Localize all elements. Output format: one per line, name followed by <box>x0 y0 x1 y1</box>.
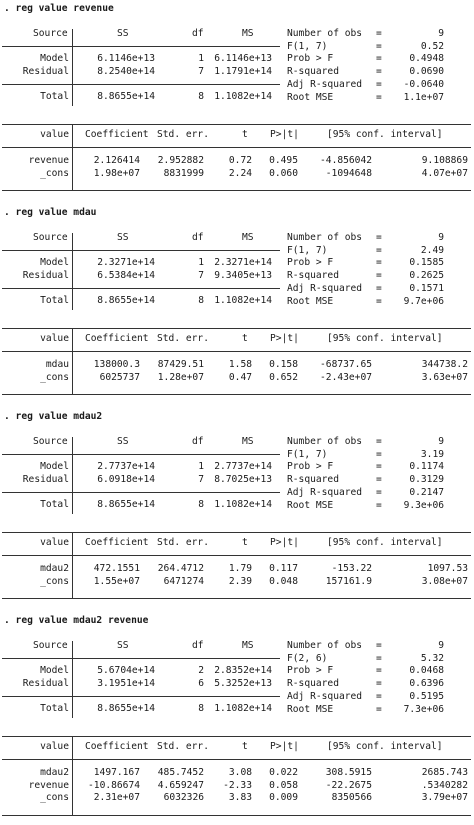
anova-row-df: 1 <box>198 461 204 472</box>
stat-value: 7.3e+06 <box>403 703 444 715</box>
anova-row-df: 1 <box>198 257 204 268</box>
table-rule <box>2 598 471 599</box>
coef-row-pvalue: 0.060 <box>269 167 298 179</box>
stat-value: 0.1585 <box>409 257 444 269</box>
stat-value: 0.1571 <box>409 282 444 294</box>
anova-row-ss: 8.8655e+14 <box>97 91 155 102</box>
stat-label: F(1, 7) <box>287 244 328 256</box>
anova-row-label: Total <box>40 703 69 714</box>
coef-row-pvalue: 0.117 <box>269 563 298 574</box>
anova-row-ms: 1.1082e+14 <box>214 91 272 102</box>
command-line: . reg value revenue <box>4 3 114 14</box>
anova-row-df: 7 <box>198 474 204 485</box>
stat-equals: = <box>376 678 382 690</box>
stat-equals: = <box>376 91 382 103</box>
anova-row-ss: 2.3271e+14 <box>97 257 155 268</box>
anova-row-ss: 3.1951e+14 <box>97 678 155 689</box>
table-divider <box>72 532 73 598</box>
anova-row-df: 7 <box>198 66 204 77</box>
coef-header-t: t <box>242 129 248 140</box>
stat-value: 0.1174 <box>409 461 444 473</box>
stat-label: Number of obs <box>287 28 363 39</box>
stat-value: 0.6396 <box>409 678 444 690</box>
stat-equals: = <box>376 295 382 307</box>
coef-row-coefficient: 2.126414 <box>93 155 140 166</box>
anova-row-df: 8 <box>198 295 204 306</box>
coef-row-label: mdau <box>45 359 69 370</box>
stat-equals: = <box>376 28 382 39</box>
coef-row-ci-high: 2685.743 <box>421 767 468 778</box>
stat-equals: = <box>376 78 382 90</box>
anova-header-source: Source <box>33 232 68 243</box>
anova-row-ss: 2.7737e+14 <box>97 461 155 472</box>
coef-header-t: t <box>242 741 248 752</box>
table-divider <box>72 736 73 815</box>
anova-row-ms: 1.1082e+14 <box>214 295 272 306</box>
stat-value: 0.3129 <box>409 474 444 486</box>
coef-row-t: -2.33 <box>223 779 252 791</box>
anova-row-ms: 8.7025e+13 <box>214 474 272 485</box>
anova-header-ms: MS <box>242 232 254 243</box>
coef-row-ci-high: 4.07e+07 <box>421 167 468 179</box>
stat-label: Adj R-squared <box>287 690 363 702</box>
stat-equals: = <box>376 640 382 651</box>
stat-label: R-squared <box>287 270 339 282</box>
coef-row-stderr: 87429.51 <box>157 359 204 370</box>
stat-value: 0.5195 <box>409 690 444 702</box>
coef-header-ci: [95% conf. interval] <box>327 129 443 140</box>
anova-header-ss: SS <box>117 436 129 447</box>
coef-header-pvalue: P>|t| <box>270 129 299 140</box>
table-rule <box>2 658 280 659</box>
coef-row-coefficient: 138000.3 <box>93 359 140 370</box>
anova-row-df: 7 <box>198 270 204 281</box>
table-rule <box>2 696 280 697</box>
coef-row-label: _cons <box>40 371 69 383</box>
anova-row-df: 6 <box>198 678 204 689</box>
anova-row-ss: 8.8655e+14 <box>97 295 155 306</box>
coef-row-ci-low: -1094648 <box>325 167 372 179</box>
stat-equals: = <box>376 244 382 256</box>
coef-row-pvalue: 0.009 <box>269 792 298 804</box>
anova-row-ms: 5.3252e+13 <box>214 678 272 689</box>
anova-row-ss: 8.8655e+14 <box>97 703 155 714</box>
stat-equals: = <box>376 652 382 664</box>
coef-row-ci-low: -2.43e+07 <box>320 371 372 383</box>
coef-row-ci-low: -68737.65 <box>320 359 372 370</box>
anova-row-label: Residual <box>22 66 69 77</box>
table-rule <box>2 454 280 455</box>
anova-row-ss: 8.8655e+14 <box>97 499 155 510</box>
stat-label: Prob > F <box>287 257 334 269</box>
anova-row-ss: 5.6704e+14 <box>97 665 155 676</box>
anova-row-ss: 8.2540e+14 <box>97 66 155 77</box>
stat-equals: = <box>376 40 382 52</box>
coef-header-stderr: Std. err. <box>157 741 209 752</box>
stat-value: 9.7e+06 <box>403 295 444 307</box>
coef-header-value: value <box>40 537 69 548</box>
stat-label: Adj R-squared <box>287 486 363 498</box>
coef-row-coefficient: 472.1551 <box>93 563 140 574</box>
stat-label: Adj R-squared <box>287 78 363 90</box>
stat-label: Number of obs <box>287 640 363 651</box>
anova-header-df: df <box>192 640 204 651</box>
coef-row-t: 0.47 <box>228 371 252 383</box>
table-divider <box>72 124 73 190</box>
coef-row-t: 1.58 <box>228 359 252 370</box>
anova-header-ss: SS <box>117 28 129 39</box>
stat-label: Root MSE <box>287 91 334 103</box>
coef-header-stderr: Std. err. <box>157 537 209 548</box>
coef-row-ci-low: -22.2675 <box>325 779 372 791</box>
anova-header-ss: SS <box>117 640 129 651</box>
table-divider <box>72 233 73 310</box>
stat-label: Root MSE <box>287 499 334 511</box>
stat-label: Prob > F <box>287 665 334 677</box>
stat-value: 0.52 <box>420 40 444 52</box>
anova-header-ms: MS <box>242 28 254 39</box>
anova-row-label: Model <box>40 53 69 64</box>
coef-header-pvalue: P>|t| <box>270 741 299 752</box>
stat-equals: = <box>376 665 382 677</box>
coef-row-ci-high: 9.108869 <box>421 155 468 166</box>
anova-row-ms: 2.7737e+14 <box>214 461 272 472</box>
coef-row-t: 1.79 <box>228 563 252 574</box>
anova-row-label: Residual <box>22 270 69 281</box>
coef-row-ci-low: 308.5915 <box>325 767 372 778</box>
coef-header-pvalue: P>|t| <box>270 537 299 548</box>
anova-header-ms: MS <box>242 436 254 447</box>
stat-value: 9.3e+06 <box>403 499 444 511</box>
coef-header-coefficient: Coefficient <box>85 129 149 140</box>
stat-equals: = <box>376 474 382 486</box>
stat-value: 2.49 <box>420 244 444 256</box>
stat-value: -0.0640 <box>403 78 444 90</box>
coef-row-pvalue: 0.048 <box>269 575 298 587</box>
command-line: . reg value mdau2 <box>4 411 103 422</box>
coef-header-t: t <box>242 537 248 548</box>
coef-row-label: mdau2 <box>40 767 69 778</box>
coef-row-t: 0.72 <box>228 155 252 166</box>
coef-row-ci-low: -153.22 <box>331 563 372 574</box>
coef-row-pvalue: 0.495 <box>269 155 298 166</box>
stat-label: F(1, 7) <box>287 40 328 52</box>
coef-header-pvalue: P>|t| <box>270 333 299 344</box>
stat-label: Root MSE <box>287 703 334 715</box>
stat-equals: = <box>376 53 382 65</box>
anova-row-df: 8 <box>198 499 204 510</box>
anova-row-ss: 6.5384e+14 <box>97 270 155 281</box>
coef-row-ci-high: 3.63e+07 <box>421 371 468 383</box>
anova-row-ms: 9.3405e+13 <box>214 270 272 281</box>
stat-equals: = <box>376 461 382 473</box>
coef-row-ci-low: 8350566 <box>331 792 372 804</box>
stat-value: 0.0468 <box>409 665 444 677</box>
anova-header-source: Source <box>33 28 68 39</box>
anova-row-label: Model <box>40 257 69 268</box>
stat-label: R-squared <box>287 66 339 78</box>
coef-row-label: _cons <box>40 792 69 804</box>
coef-row-label: mdau2 <box>40 563 69 574</box>
coef-row-ci-high: 3.08e+07 <box>421 575 468 587</box>
coef-row-label: _cons <box>40 575 69 587</box>
coef-row-label: _cons <box>40 167 69 179</box>
table-rule <box>2 492 280 493</box>
stat-value: 0.4948 <box>409 53 444 65</box>
anova-row-ss: 6.0918e+14 <box>97 474 155 485</box>
coef-header-t: t <box>242 333 248 344</box>
anova-row-label: Total <box>40 499 69 510</box>
coef-row-coefficient: 1.98e+07 <box>93 167 140 179</box>
coef-row-t: 2.39 <box>228 575 252 587</box>
anova-header-source: Source <box>33 640 68 651</box>
coef-header-value: value <box>40 741 69 752</box>
anova-header-ms: MS <box>242 640 254 651</box>
anova-row-ms: 1.1082e+14 <box>214 703 272 714</box>
coef-row-ci-high: 3.79e+07 <box>421 792 468 804</box>
anova-row-df: 2 <box>198 665 204 676</box>
anova-row-label: Total <box>40 91 69 102</box>
anova-header-df: df <box>192 232 204 243</box>
table-divider <box>72 437 73 514</box>
coef-row-ci-high: 1097.53 <box>427 563 468 574</box>
stat-value: 9 <box>438 640 444 651</box>
coef-header-stderr: Std. err. <box>157 333 209 344</box>
stat-label: F(2, 6) <box>287 652 328 664</box>
anova-row-label: Model <box>40 665 69 676</box>
coef-header-value: value <box>40 333 69 344</box>
stat-value: 1.1e+07 <box>403 91 444 103</box>
table-divider <box>72 641 73 718</box>
coef-row-stderr: 485.7452 <box>157 767 204 778</box>
coef-header-stderr: Std. err. <box>157 129 209 140</box>
stat-label: Number of obs <box>287 232 363 243</box>
stat-label: F(1, 7) <box>287 448 328 460</box>
anova-row-df: 8 <box>198 91 204 102</box>
coef-row-stderr: 1.28e+07 <box>157 371 204 383</box>
coef-row-pvalue: 0.022 <box>269 767 298 778</box>
stat-equals: = <box>376 486 382 498</box>
coef-header-coefficient: Coefficient <box>85 333 149 344</box>
coef-row-stderr: 6032326 <box>163 792 204 804</box>
coef-header-value: value <box>40 129 69 140</box>
coef-row-stderr: 8831999 <box>163 167 204 179</box>
command-line: . reg value mdau <box>4 207 97 218</box>
coef-row-t: 2.24 <box>228 167 252 179</box>
stat-label: Number of obs <box>287 436 363 447</box>
coef-row-ci-low: -4.856042 <box>320 155 372 166</box>
stat-equals: = <box>376 257 382 269</box>
coef-row-coefficient: 1.55e+07 <box>93 575 140 587</box>
coef-row-t: 3.08 <box>228 767 252 778</box>
coef-row-ci-high: 344738.2 <box>421 359 468 370</box>
stat-value: 9 <box>438 28 444 39</box>
anova-row-ss: 6.1146e+13 <box>97 53 155 64</box>
stat-equals: = <box>376 270 382 282</box>
coef-header-ci: [95% conf. interval] <box>327 537 443 548</box>
stat-equals: = <box>376 448 382 460</box>
stat-equals: = <box>376 499 382 511</box>
stat-label: R-squared <box>287 678 339 690</box>
coef-row-coefficient: 1497.167 <box>93 767 140 778</box>
stat-equals: = <box>376 282 382 294</box>
stat-equals: = <box>376 66 382 78</box>
stat-value: 0.0690 <box>409 66 444 78</box>
anova-row-label: Residual <box>22 474 69 485</box>
anova-row-ms: 2.8352e+14 <box>214 665 272 676</box>
coef-header-ci: [95% conf. interval] <box>327 333 443 344</box>
coef-row-pvalue: 0.058 <box>269 779 298 791</box>
command-line: . reg value mdau2 revenue <box>4 615 149 626</box>
stat-equals: = <box>376 436 382 447</box>
stat-value: 5.32 <box>420 652 444 664</box>
table-divider <box>72 328 73 394</box>
anova-row-df: 1 <box>198 53 204 64</box>
anova-header-df: df <box>192 436 204 447</box>
table-rule <box>2 46 280 47</box>
anova-header-ss: SS <box>117 232 129 243</box>
stat-value: 0.2147 <box>409 486 444 498</box>
table-rule <box>2 84 280 85</box>
anova-header-source: Source <box>33 436 68 447</box>
coef-row-pvalue: 0.158 <box>269 359 298 370</box>
stat-label: Root MSE <box>287 295 334 307</box>
stat-label: Prob > F <box>287 461 334 473</box>
table-rule <box>2 394 471 395</box>
anova-row-ms: 6.1146e+13 <box>214 53 272 64</box>
stat-value: 0.2625 <box>409 270 444 282</box>
anova-row-label: Model <box>40 461 69 472</box>
coef-row-coefficient: -10.86674 <box>88 779 140 791</box>
anova-row-df: 8 <box>198 703 204 714</box>
coef-row-stderr: 264.4712 <box>157 563 204 574</box>
coef-row-ci-high: .5340282 <box>421 779 468 791</box>
stat-label: R-squared <box>287 474 339 486</box>
coef-row-stderr: 2.952882 <box>157 155 204 166</box>
anova-row-ms: 1.1082e+14 <box>214 499 272 510</box>
coef-row-coefficient: 6025737 <box>99 371 140 383</box>
table-divider <box>72 29 73 106</box>
coef-row-coefficient: 2.31e+07 <box>93 792 140 804</box>
stat-equals: = <box>376 703 382 715</box>
coef-header-coefficient: Coefficient <box>85 741 149 752</box>
anova-row-ms: 2.3271e+14 <box>214 257 272 268</box>
stat-label: Prob > F <box>287 53 334 65</box>
coef-row-stderr: 6471274 <box>163 575 204 587</box>
coef-row-label: revenue <box>28 155 69 166</box>
anova-row-label: Residual <box>22 678 69 689</box>
stat-value: 3.19 <box>420 448 444 460</box>
stat-equals: = <box>376 232 382 243</box>
coef-row-pvalue: 0.652 <box>269 371 298 383</box>
anova-row-label: Total <box>40 295 69 306</box>
anova-row-ms: 1.1791e+14 <box>214 66 272 77</box>
table-rule <box>2 250 280 251</box>
stat-equals: = <box>376 690 382 702</box>
coef-row-ci-low: 157161.9 <box>325 575 372 587</box>
coef-header-ci: [95% conf. interval] <box>327 741 443 752</box>
table-rule <box>2 190 471 191</box>
coef-row-t: 3.83 <box>228 792 252 804</box>
stat-value: 9 <box>438 436 444 447</box>
stat-value: 9 <box>438 232 444 243</box>
anova-header-df: df <box>192 28 204 39</box>
coef-row-label: revenue <box>28 779 69 791</box>
stat-label: Adj R-squared <box>287 282 363 294</box>
table-rule <box>2 288 280 289</box>
coef-row-stderr: 4.659247 <box>157 779 204 791</box>
coef-header-coefficient: Coefficient <box>85 537 149 548</box>
table-rule <box>2 815 471 816</box>
